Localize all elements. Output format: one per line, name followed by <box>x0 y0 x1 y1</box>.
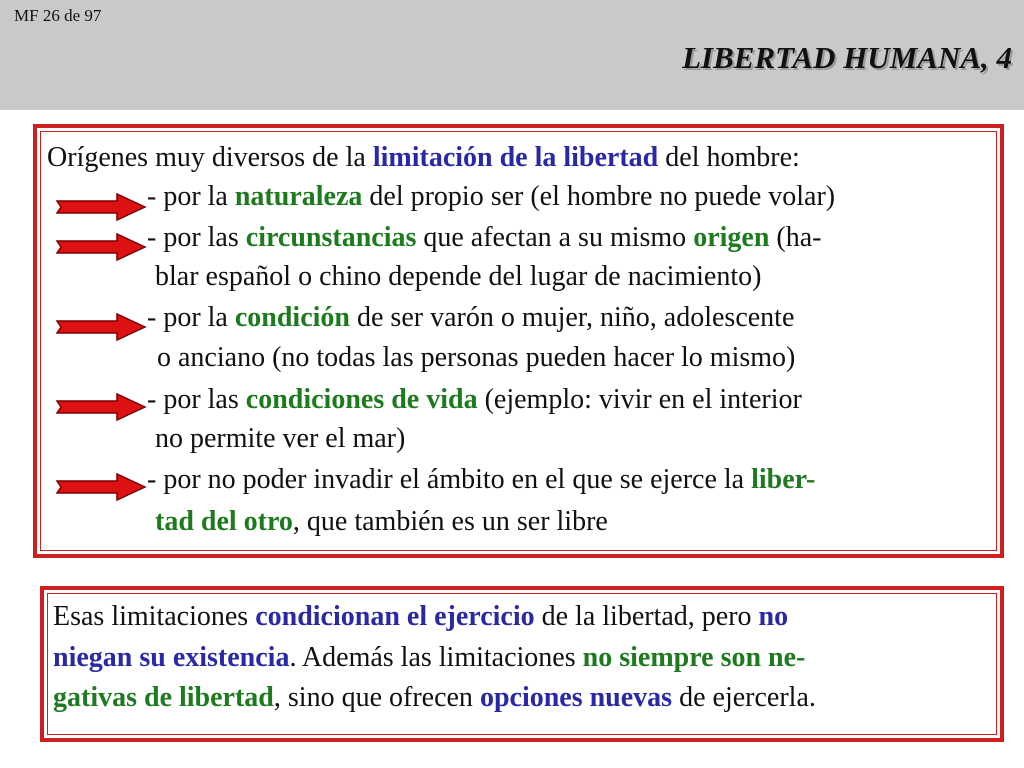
summary-text: Esas limitaciones <box>53 601 256 632</box>
red-arrow-icon <box>55 393 147 421</box>
summary-line-2 <box>53 638 805 678</box>
red-arrow-icon <box>55 313 147 341</box>
slide-counter: MF 26 de 97 <box>14 6 102 25</box>
summary-emphasis: gativas de libertad <box>53 682 274 713</box>
item-condicion-cont <box>157 338 795 378</box>
summary-line-3 <box>53 678 816 718</box>
item-emphasis: condiciones de vida <box>245 384 478 415</box>
item-libertad-otro <box>147 460 815 500</box>
item-emphasis: circunstancias <box>245 222 417 253</box>
header-band <box>0 0 1024 110</box>
item-emphasis: origen <box>693 222 770 253</box>
summary-line-1 <box>53 597 788 637</box>
item-text-end: (ejemplo: vivir en el interior <box>477 384 802 415</box>
item-text: - por la <box>147 181 235 212</box>
summary-emphasis: opciones nuevas <box>479 682 673 713</box>
summary-text: . Además las limitaciones <box>289 642 583 673</box>
item-text: - por las <box>147 222 246 253</box>
summary-text: , sino que ofrecen <box>273 682 480 713</box>
summary-emphasis: no <box>758 601 789 632</box>
summary-emphasis: condicionan el ejercicio <box>255 601 535 632</box>
item-emphasis: tad del otro <box>155 506 293 537</box>
item-condiciones-vida <box>147 380 802 420</box>
intro-emphasis: limitación de la libertad <box>372 142 659 173</box>
item-text-end: de ser varón o mujer, niño, adolescente <box>350 302 795 333</box>
item-text-end: (ha- <box>769 222 822 253</box>
summary-emphasis: niegan su existencia <box>53 642 290 673</box>
item-text: - por la <box>147 302 235 333</box>
red-arrow-icon <box>55 193 147 221</box>
item-naturaleza <box>147 177 835 217</box>
summary-text-end: de ejercerla. <box>672 682 816 713</box>
item-text: que afectan a su mismo <box>416 222 694 253</box>
intro-line <box>47 138 800 178</box>
intro-text: Orígenes muy diversos de la <box>47 142 373 173</box>
item-emphasis: condición <box>234 302 350 333</box>
item-text: - por no poder invadir el ámbito en el que se ejerce la <box>147 464 752 495</box>
summary-emphasis: no siempre son ne- <box>582 642 806 673</box>
red-arrow-icon <box>55 233 147 261</box>
item-emphasis: liber- <box>751 464 816 495</box>
item-circunstancias-cont <box>155 257 761 297</box>
item-text: blar español o chino depende del lugar de nacimiento) <box>155 261 762 292</box>
item-emphasis: naturaleza <box>234 181 363 212</box>
item-text: - por las <box>147 384 246 415</box>
red-arrow-icon <box>55 473 147 501</box>
item-text: no permite ver el mar) <box>155 423 406 454</box>
slide-title: LIBERTAD HUMANA, 4 <box>682 40 1012 75</box>
item-text-end: del propio ser (el hombre no puede volar) <box>362 181 836 212</box>
item-text-end: , que también es un ser libre <box>292 506 608 537</box>
item-condicion <box>147 298 794 338</box>
summary-text: de la libertad, pero <box>534 601 759 632</box>
item-libertad-otro-cont <box>155 502 608 542</box>
item-text: o anciano (no todas las personas pueden hacer lo mismo) <box>157 342 796 373</box>
intro-text-end: del hombre: <box>658 142 800 173</box>
item-circunstancias <box>147 218 821 258</box>
item-condiciones-vida-cont <box>155 419 405 459</box>
